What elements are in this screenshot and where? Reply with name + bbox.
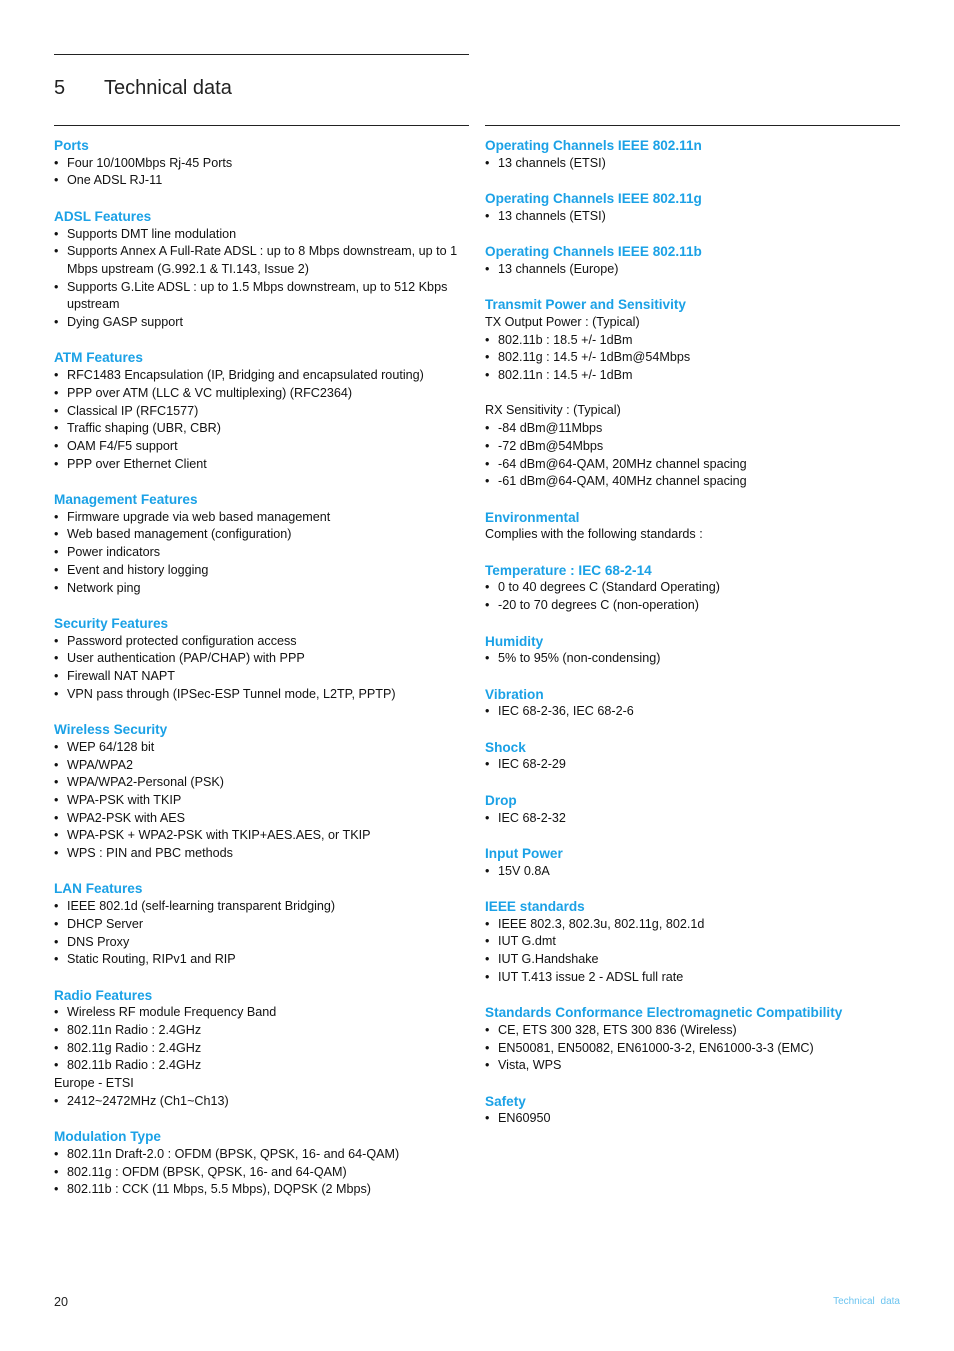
bullet-item: • WPA/WPA2-Personal (PSK): [54, 774, 469, 792]
bullet-item: • 802.11g : OFDM (BPSK, QPSK, 16- and 64-QAM): [54, 1164, 469, 1182]
bullet-item: • Four 10/100Mbps Rj-45 Ports: [54, 155, 469, 173]
bullet-item: • One ADSL RJ-11: [54, 172, 469, 190]
section-heading: Security Features: [54, 615, 169, 631]
spec-section: [54, 208, 469, 332]
bullet-item: • IEEE 802.1d (self-learning transparent Bridging): [54, 898, 469, 916]
bullet-item: • PPP over Ethernet Client: [54, 456, 469, 474]
text-line: Europe - ETSI: [54, 1076, 134, 1091]
bullet-item: • WPA-PSK with TKIP: [54, 792, 469, 810]
bullet-item: • -20 to 70 degrees C (non-operation): [485, 597, 900, 615]
section-heading: Operating Channels IEEE 802.11b: [485, 244, 702, 260]
bullet-item: • 802.11n Radio : 2.4GHz: [54, 1022, 469, 1040]
bullet-item: • IEC 68-2-29: [485, 756, 900, 774]
spec-section: [485, 898, 900, 987]
section-heading: LAN Features: [54, 881, 143, 897]
spec-section: [54, 491, 469, 597]
bullet-item: • Firmware upgrade via web based management: [54, 509, 469, 527]
section-heading: Operating Channels IEEE 802.11n: [485, 138, 702, 153]
spec-section: [54, 880, 469, 969]
section-heading: Temperature : IEC 68-2-14: [485, 562, 652, 578]
section-heading: Management Features: [54, 492, 198, 508]
spec-section: [485, 739, 900, 774]
section-heading: ADSL Features: [54, 208, 152, 224]
bullet-item: • Supports G.Lite ADSL : up to 1.5 Mbps downstream, up to 512 Kbps upstream: [54, 279, 469, 314]
bullet-item: • 5% to 95% (non-condensing): [485, 650, 900, 668]
spec-section: [54, 137, 469, 190]
bullet-item: • Wireless RF module Frequency Band: [54, 1004, 469, 1022]
section-heading: Radio Features: [54, 987, 153, 1003]
spec-section: [485, 190, 900, 225]
bullet-item: • IUT T.413 issue 2 - ADSL full rate: [485, 969, 900, 987]
bullet-item: • 802.11b Radio : 2.4GHz: [54, 1057, 469, 1075]
bullet-item: • User authentication (PAP/CHAP) with PPP: [54, 650, 469, 668]
bullet-item: • 802.11g Radio : 2.4GHz: [54, 1040, 469, 1058]
spec-section: [54, 615, 469, 704]
bullet-item: • Network ping: [54, 580, 469, 598]
bullet-item: • 802.11n Draft-2.0 : OFDM (BPSK, QPSK, 16- and 64-QAM): [54, 1146, 469, 1164]
spec-section: [485, 792, 900, 827]
right-column-rule: [485, 125, 900, 126]
bullet-item: • IEC 68-2-32: [485, 810, 900, 828]
right-column: [485, 137, 900, 1146]
section-heading: Transmit Power and Sensitivity: [485, 297, 686, 313]
section-heading: IEEE standards: [485, 899, 585, 915]
bullet-item: • 802.11n : 14.5 +/- 1dBm: [485, 367, 900, 385]
spec-section: [485, 845, 900, 880]
bullet-item: • 13 channels (Europe): [485, 261, 900, 279]
bullet-item: • IUT G.dmt: [485, 933, 900, 951]
bullet-item: • Classical IP (RFC1577): [54, 403, 469, 421]
spec-section: [485, 243, 900, 278]
spec-section: [485, 562, 900, 615]
bullet-item: • EN50081, EN50082, EN61000-3-2, EN61000-3-3 (EMC): [485, 1040, 900, 1058]
section-heading: Ports: [54, 138, 89, 153]
bullet-item: • RFC1483 Encapsulation (IP, Bridging and encapsulated routing): [54, 367, 469, 385]
bullet-item: • WPA2-PSK with AES: [54, 810, 469, 828]
bullet-item: • Traffic shaping (UBR, CBR): [54, 420, 469, 438]
section-heading: Safety: [485, 1093, 526, 1109]
bullet-item: • Static Routing, RIPv1 and RIP: [54, 951, 469, 969]
bullet-item: • IEC 68-2-36, IEC 68-2-6: [485, 703, 900, 721]
bullet-item: • VPN pass through (IPSec-ESP Tunnel mode, L2TP, PPTP): [54, 686, 469, 704]
bullet-item: • Event and history logging: [54, 562, 469, 580]
bullet-item: • Password protected configuration access: [54, 633, 469, 651]
bullet-item: • 13 channels (ETSI): [485, 208, 900, 226]
bullet-item: • Web based management (configuration): [54, 526, 469, 544]
bullet-item: • IEEE 802.3, 802.3u, 802.11g, 802.1d: [485, 916, 900, 934]
spec-section: [485, 633, 900, 668]
left-column: [54, 137, 469, 1217]
bullet-item: • 13 channels (ETSI): [485, 155, 900, 173]
section-heading: Operating Channels IEEE 802.11g: [485, 191, 702, 207]
section-heading: ATM Features: [54, 350, 143, 366]
section-heading: Modulation Type: [54, 1129, 161, 1145]
spec-section: [54, 1128, 469, 1199]
bullet-item: • Firewall NAT NAPT: [54, 668, 469, 686]
footer-section-label: Technical data: [833, 1296, 900, 1307]
bullet-item: • Vista, WPS: [485, 1057, 900, 1075]
text-line: Complies with the following standards :: [485, 527, 703, 542]
spec-section: [485, 1004, 900, 1075]
bullet-item: • Dying GASP support: [54, 314, 469, 332]
bullet-item: • 0 to 40 degrees C (Standard Operating): [485, 579, 900, 597]
section-heading: Humidity: [485, 633, 544, 649]
bullet-item: • 802.11g : 14.5 +/- 1dBm@54Mbps: [485, 349, 900, 367]
bullet-item: • -84 dBm@11Mbps: [485, 420, 900, 438]
spec-section: [54, 349, 469, 473]
section-heading: Environmental: [485, 509, 580, 525]
bullet-item: • DHCP Server: [54, 916, 469, 934]
bullet-item: • 802.11b : 18.5 +/- 1dBm: [485, 332, 900, 350]
bullet-item: • CE, ETS 300 328, ETS 300 836 (Wireless): [485, 1022, 900, 1040]
bullet-item: • PPP over ATM (LLC & VC multiplexing) (RFC2364): [54, 385, 469, 403]
spec-section: [54, 987, 469, 1111]
spec-section: [485, 509, 900, 544]
bullet-item: • EN60950: [485, 1110, 900, 1128]
bullet-item: • 802.11b : CCK (11 Mbps, 5.5 Mbps), DQPSK (2 Mbps): [54, 1181, 469, 1199]
section-heading: Wireless Security: [54, 722, 168, 738]
chapter-number: 5: [54, 77, 66, 100]
bullet-item: • Supports DMT line modulation: [54, 226, 469, 244]
bullet-item: • Power indicators: [54, 544, 469, 562]
header-rule: [54, 54, 469, 55]
bullet-item: • 2412~2472MHz (Ch1~Ch13): [54, 1093, 469, 1111]
bullet-item: • WPS : PIN and PBC methods: [54, 845, 469, 863]
bullet-item: • IUT G.Handshake: [485, 951, 900, 969]
bullet-item: • -72 dBm@54Mbps: [485, 438, 900, 456]
text-line: TX Output Power : (Typical): [485, 314, 640, 329]
spacer: [485, 385, 900, 403]
bullet-item: • OAM F4/F5 support: [54, 438, 469, 456]
text-line: RX Sensitivity : (Typical): [485, 403, 621, 418]
spec-section: [485, 296, 900, 491]
section-heading: Input Power: [485, 845, 563, 861]
bullet-item: • Supports Annex A Full-Rate ADSL : up to 8 Mbps downstream, up to 1 Mbps upstream (G.992.1 & TI.143, Issue 2): [54, 243, 469, 278]
bullet-item: • WPA/WPA2: [54, 757, 469, 775]
spec-section: [485, 686, 900, 721]
section-heading: Shock: [485, 739, 526, 755]
spec-section: [485, 1093, 900, 1128]
chapter-title-text: Technical data: [104, 77, 232, 100]
bullet-item: • -64 dBm@64-QAM, 20MHz channel spacing: [485, 456, 900, 474]
spec-section: [485, 137, 900, 172]
bullet-item: • DNS Proxy: [54, 934, 469, 952]
page-number: 20: [54, 1295, 69, 1309]
bullet-item: • WEP 64/128 bit: [54, 739, 469, 757]
bullet-item: • 15V 0.8A: [485, 863, 900, 881]
section-heading: Vibration: [485, 686, 544, 702]
bullet-item: • -61 dBm@64-QAM, 40MHz channel spacing: [485, 473, 900, 491]
spec-section: [54, 721, 469, 863]
chapter-title: [54, 77, 232, 100]
section-heading: Drop: [485, 792, 517, 808]
section-heading: Standards Conformance Electromagnetic Compatibility: [485, 1005, 843, 1021]
bullet-item: • WPA-PSK + WPA2-PSK with TKIP+AES.AES, or TKIP: [54, 827, 469, 845]
left-column-rule: [54, 125, 469, 126]
